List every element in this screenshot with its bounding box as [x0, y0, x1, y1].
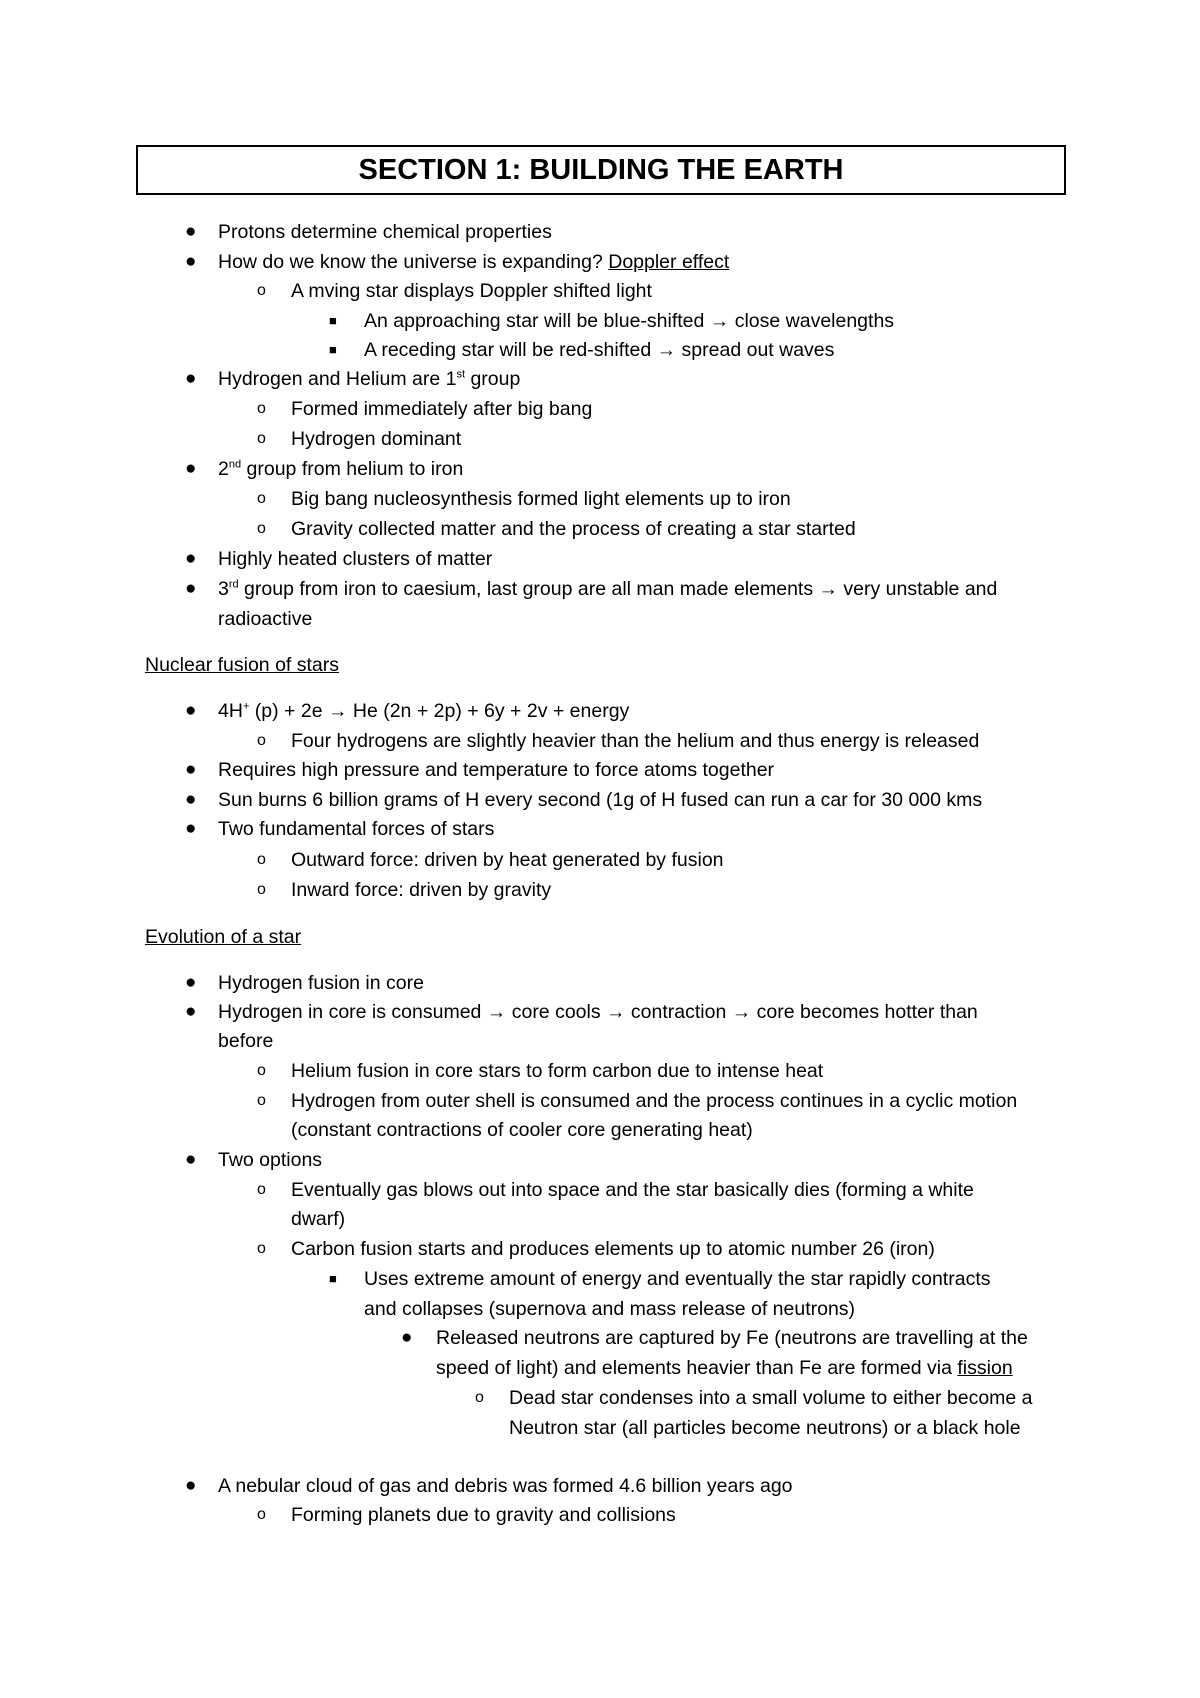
- list-item-continuation: Neutron star (all particles become neutrons) or a black hole: [509, 1417, 1021, 1439]
- list-item: o Forming planets due to gravity and collisions: [291, 1500, 676, 1530]
- list-item: o Four hydrogens are slightly heavier than the helium and thus energy is released: [291, 726, 979, 756]
- list-item: ● Highly heated clusters of matter: [218, 544, 492, 574]
- list-item-continuation: speed of light) and elements heavier than Fe are formed via fission: [436, 1357, 1013, 1379]
- underlined-term: fission: [957, 1357, 1013, 1379]
- circle-bullet-icon: o: [257, 1506, 266, 1523]
- circle-bullet-icon: o: [475, 1389, 484, 1406]
- list-item: o Eventually gas blows out into space and the star basically dies (forming a white: [291, 1175, 974, 1205]
- list-item: o Helium fusion in core stars to form carbon due to intense heat: [291, 1056, 823, 1086]
- bullet-icon: ●: [185, 972, 197, 993]
- list-item: ● 2nd group from helium to iron: [218, 454, 463, 484]
- list-item: ● Protons determine chemical properties: [218, 217, 552, 247]
- list-item: o Dead star condenses into a small volume to either become a: [509, 1383, 1033, 1413]
- list-item: o Carbon fusion starts and produces elements up to atomic number 26 (iron): [291, 1234, 935, 1264]
- subheading: Evolution of a star: [145, 926, 302, 948]
- bullet-icon: ●: [185, 789, 197, 810]
- circle-bullet-icon: o: [257, 430, 266, 447]
- list-item-continuation: (constant contractions of cooler core generating heat): [291, 1119, 753, 1141]
- list-item-continuation: and collapses (supernova and mass release of neutrons): [364, 1298, 856, 1320]
- list-item: ● A nebular cloud of gas and debris was formed 4.6 billion years ago: [218, 1471, 793, 1501]
- list-item: ■ A receding star will be red-shifted → spread out waves: [364, 335, 834, 365]
- circle-bullet-icon: o: [257, 282, 266, 299]
- list-item: ● Two options: [218, 1145, 322, 1175]
- circle-bullet-icon: o: [257, 1062, 266, 1079]
- bullet-icon: ●: [185, 458, 197, 479]
- list-item: ● Released neutrons are captured by Fe (neutrons are travelling at the: [436, 1323, 1028, 1353]
- list-item-continuation: before: [218, 1030, 274, 1052]
- circle-bullet-icon: o: [257, 1092, 266, 1109]
- circle-bullet-icon: o: [257, 881, 266, 898]
- list-item: ● 4H+ (p) + 2e → He (2n + 2p) + 6y + 2v + energy: [218, 696, 629, 726]
- list-item-continuation: dwarf): [291, 1208, 346, 1230]
- circle-bullet-icon: o: [257, 1181, 266, 1198]
- list-item: ● Hydrogen in core is consumed → core cools → contraction → core becomes hotter than: [218, 997, 978, 1027]
- list-item: o Gravity collected matter and the process of creating a star started: [291, 514, 856, 544]
- bullet-icon: ●: [185, 1001, 197, 1022]
- list-item: ● Two fundamental forces of stars: [218, 814, 494, 844]
- circle-bullet-icon: o: [257, 400, 266, 417]
- subheading: Nuclear fusion of stars: [145, 654, 340, 676]
- bullet-icon: ●: [185, 251, 197, 272]
- list-item: o Hydrogen dominant: [291, 424, 461, 454]
- list-item-continuation: radioactive: [218, 608, 313, 630]
- bullet-icon: ●: [185, 548, 197, 569]
- circle-bullet-icon: o: [257, 490, 266, 507]
- square-bullet-icon: ■: [329, 342, 337, 357]
- list-item: o Outward force: driven by heat generated by fusion: [291, 845, 724, 875]
- bullet-icon: ●: [185, 1149, 197, 1170]
- list-item: ● How do we know the universe is expanding? Doppler effect: [218, 247, 729, 277]
- square-bullet-icon: ■: [329, 1271, 337, 1286]
- list-item: ● Requires high pressure and temperature to force atoms together: [218, 755, 774, 785]
- circle-bullet-icon: o: [257, 520, 266, 537]
- bullet-icon: ●: [185, 1475, 197, 1496]
- list-item: ■ Uses extreme amount of energy and eventually the star rapidly contracts: [364, 1264, 991, 1294]
- list-item: o Formed immediately after big bang: [291, 394, 592, 424]
- list-item: o A mving star displays Doppler shifted light: [291, 276, 652, 306]
- list-item: o Big bang nucleosynthesis formed light elements up to iron: [291, 484, 791, 514]
- list-item: o Inward force: driven by gravity: [291, 875, 551, 905]
- section-title: SECTION 1: BUILDING THE EARTH: [136, 145, 1066, 195]
- list-item: ● Hydrogen and Helium are 1st group: [218, 364, 520, 394]
- bullet-icon: ●: [185, 759, 197, 780]
- bullet-icon: ●: [185, 221, 197, 242]
- circle-bullet-icon: o: [257, 851, 266, 868]
- bullet-icon: ●: [185, 700, 197, 721]
- list-item: ● Hydrogen fusion in core: [218, 968, 424, 998]
- list-item: ■ An approaching star will be blue-shifted → close wavelengths: [364, 306, 894, 336]
- bullet-icon: ●: [185, 368, 197, 389]
- bullet-icon: ●: [401, 1327, 413, 1348]
- list-item: o Hydrogen from outer shell is consumed and the process continues in a cyclic motion: [291, 1086, 1017, 1116]
- bullet-icon: ●: [185, 818, 197, 839]
- square-bullet-icon: ■: [329, 313, 337, 328]
- circle-bullet-icon: o: [257, 732, 266, 749]
- circle-bullet-icon: o: [257, 1240, 266, 1257]
- underlined-term: Doppler effect: [608, 251, 730, 273]
- bullet-icon: ●: [185, 578, 197, 599]
- list-item: ● 3rd group from iron to caesium, last group are all man made elements → very unstable and: [218, 574, 997, 604]
- list-item: ● Sun burns 6 billion grams of H every second (1g of H fused can run a car for 30 000 kms: [218, 785, 982, 815]
